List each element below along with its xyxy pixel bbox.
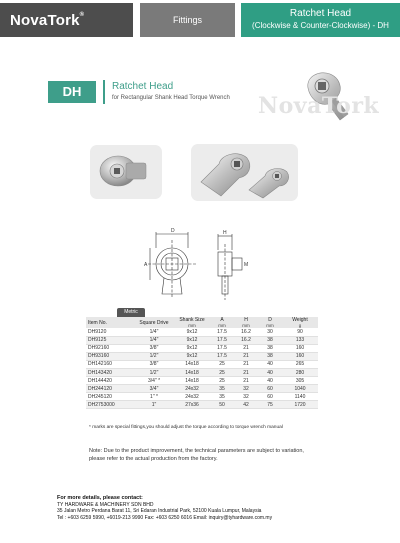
drawing-label-h: H xyxy=(223,230,227,236)
col-header-weight: Weight g xyxy=(282,317,318,328)
contact-block xyxy=(57,495,387,521)
table-row: DH9120 1/4" 9x12 17.5 16.2 30 90 xyxy=(86,328,318,336)
col-header-square-drive: Square Drive xyxy=(134,317,174,328)
spec-table xyxy=(86,317,318,409)
watermark-logo: NovaTork xyxy=(258,93,380,119)
photo-panel-right xyxy=(191,144,298,201)
metric-tab: Metric xyxy=(117,308,145,317)
table-row: DH93160 1/2" 9x12 17.5 21 38 160 xyxy=(86,352,318,360)
brand-block xyxy=(0,3,133,37)
table-row: DH9125 1/4" 9x12 17.5 16.2 38 133 xyxy=(86,336,318,344)
table-row: DH2753000 1" 27x36 50 42 75 1720 xyxy=(86,401,318,409)
drawing-label-a: A xyxy=(144,262,148,268)
table-row: DH245120 1" * 24x32 35 32 60 1140 xyxy=(86,393,318,401)
table-footnote: * marks are special fittings,you should adjust the torque according to torque wrench manual xyxy=(89,425,283,430)
table-row: DH244120 3/4" 24x32 35 32 60 1040 xyxy=(86,385,318,393)
company-phones: Tel : +603 6259 5990, +6019-213 9990 Fax: +603 6250 6016 Email: inquiry@tyhardware.com.my xyxy=(57,514,273,521)
title-divider xyxy=(103,80,105,104)
drawing-label-d: D xyxy=(171,228,175,234)
table-row: DH144420 3/4" * 14x18 25 21 40 305 xyxy=(86,377,318,385)
section-block xyxy=(140,3,235,37)
table-row: DH143420 1/2" 14x18 25 21 40 280 xyxy=(86,368,318,376)
table-header-row xyxy=(86,317,318,328)
section-label: Fittings xyxy=(172,15,202,25)
product-title: Ratchet Head xyxy=(112,81,174,92)
header-title-block xyxy=(241,3,400,37)
col-header-h: H mm xyxy=(234,317,258,328)
drawing-label-m: M xyxy=(244,262,249,268)
header-title: Ratchet Head xyxy=(289,8,352,19)
company-name: TY HARDWARE & MACHINERY SDN BHD xyxy=(57,501,154,508)
table-row: DH142160 3/8" 14x18 25 21 40 265 xyxy=(86,360,318,368)
product-subtitle: for Rectangular Shank Head Torque Wrench xyxy=(112,95,230,101)
brand-trademark: ® xyxy=(79,12,85,18)
ratchet-head-photo-small xyxy=(90,145,162,199)
company-address: 35 Jalan Metro Perdana Barat 11, Sri Edaran Industrial Park, 52100 Kuala Lumpur, Malaysia xyxy=(57,508,262,514)
contact-heading: For more details, please contact: xyxy=(57,495,143,501)
col-header-d: D mm xyxy=(258,317,282,328)
product-code-badge: DH xyxy=(48,81,96,103)
brand-name: NovaTork xyxy=(10,12,80,29)
col-header-item: Item No. xyxy=(86,317,134,328)
header-subtitle: (Clockwise & Counter-Clockwise) - DH xyxy=(252,21,389,30)
photo-panel-left xyxy=(90,145,162,199)
variation-notice: Note: Due to the product improvement, the technical parameters are subject to variation, please refer to the actual production from the factory. xyxy=(89,448,304,462)
brand-logo xyxy=(10,12,84,29)
table-row: DH92160 3/8" 9x12 17.5 21 38 160 xyxy=(86,344,318,352)
page-header xyxy=(0,0,400,40)
col-header-a: A mm xyxy=(210,317,234,328)
col-header-shank-size: Shank Size mm xyxy=(174,317,210,328)
technical-drawing xyxy=(140,226,260,306)
ratchet-head-photo-pair xyxy=(191,144,298,201)
